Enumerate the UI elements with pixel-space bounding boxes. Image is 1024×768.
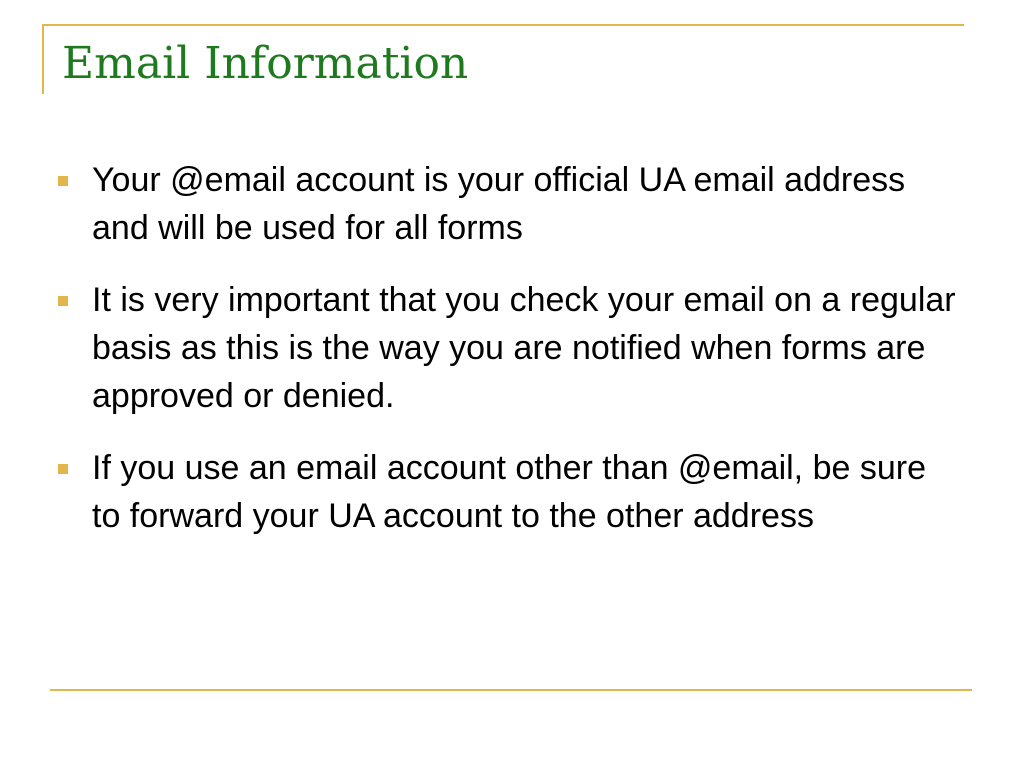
square-bullet-icon <box>58 296 68 306</box>
title-frame-left-rule <box>42 24 44 94</box>
square-bullet-icon <box>58 176 68 186</box>
bullet-item <box>56 276 956 420</box>
bullet-item <box>56 444 956 540</box>
bullet-text: If you use an email account other than @email, be sure to forward your UA account to the other address <box>92 449 926 535</box>
slide-title: Email Information <box>62 38 469 89</box>
square-bullet-icon <box>58 464 68 474</box>
footer-rule <box>50 689 972 691</box>
title-frame-top-rule <box>42 24 964 26</box>
bullet-list <box>56 156 956 564</box>
bullet-text: It is very important that you check your email on a regular basis as this is the way you are notified when forms are approved or denied. <box>92 281 956 415</box>
bullet-text: Your @email account is your official UA email address and will be used for all forms <box>92 161 906 247</box>
bullet-item <box>56 156 956 252</box>
